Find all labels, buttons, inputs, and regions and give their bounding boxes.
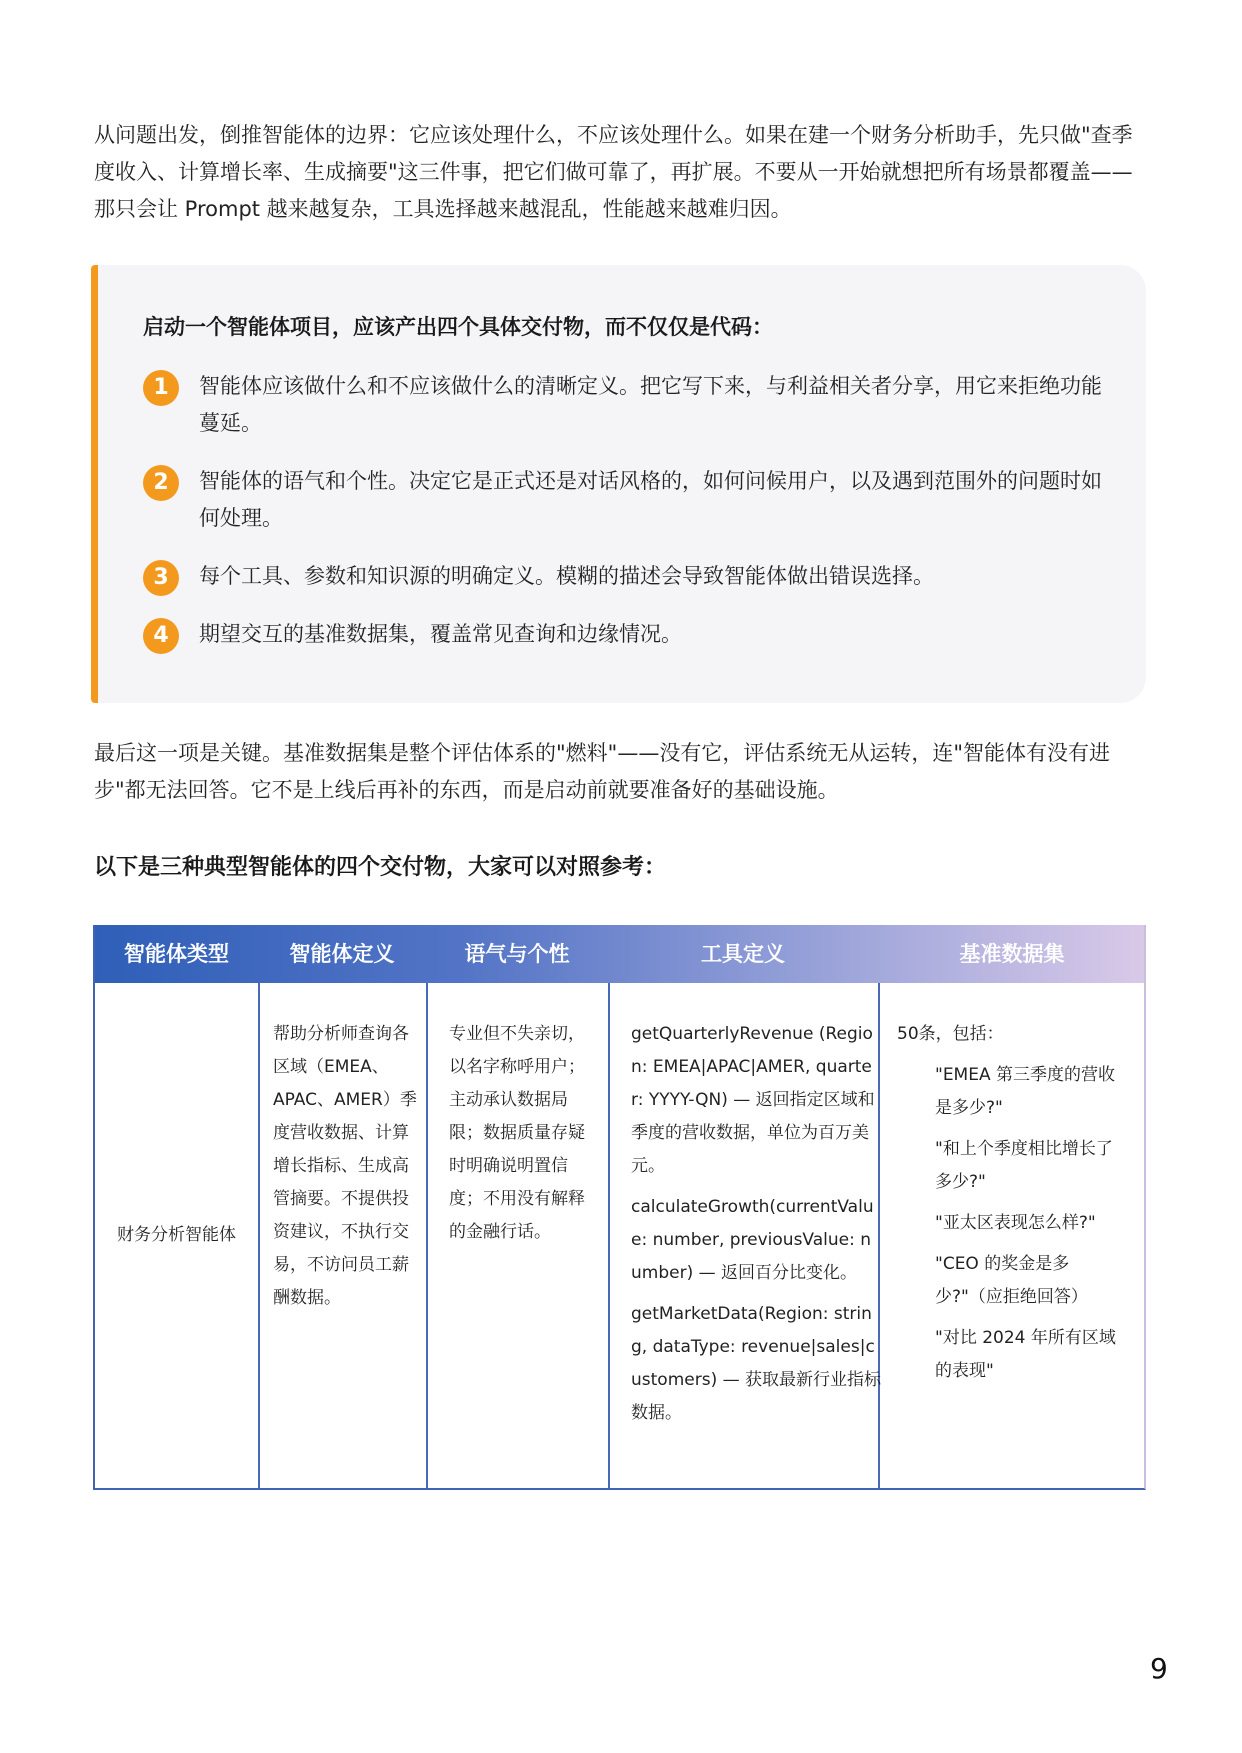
number-badge: 1 — [143, 370, 179, 406]
column-divider — [426, 983, 428, 1488]
number-badge: 4 — [143, 618, 179, 654]
header-tone: 语气与个性 — [464, 942, 570, 966]
column-divider — [258, 983, 260, 1488]
dataset-summary: 50条，包括： — [897, 1024, 1004, 1044]
table-intro-heading: 以下是三种典型智能体的四个交付物，大家可以对照参考： — [94, 855, 667, 880]
dataset-example: "CEO 的奖金是多少?"（应拒绝回答） — [935, 1254, 1088, 1307]
page-number: 9 — [1150, 1652, 1168, 1685]
cell-dataset — [897, 983, 1127, 1388]
deliverable-item — [143, 616, 1103, 653]
dataset-example: "EMEA 第三季度的营收是多少?" — [935, 1065, 1116, 1118]
column-divider — [608, 983, 610, 1488]
cell-agent-definition: 帮助分析师查询各区域（EMEA、APAC、AMER）季度营收数据、计算增长指标、生成高管摘要。不提供投资建议，不执行交易，不访问员工薪酬数据。 — [273, 1024, 417, 1308]
dataset-example: "对比 2024 年所有区域的表现" — [935, 1328, 1116, 1381]
deliverable-item — [143, 558, 1103, 595]
number-badge: 3 — [143, 560, 179, 596]
header-agent-definition: 智能体定义 — [289, 942, 395, 966]
dataset-example: "和上个季度相比增长了多少?" — [935, 1139, 1113, 1192]
deliverable-text: 智能体应该做什么和不应该做什么的清晰定义。把它写下来，与利益相关者分享，用它来拒绝功能蔓延。 — [199, 374, 1102, 435]
callout-title: 启动一个智能体项目，应该产出四个具体交付物，而不仅仅是代码： — [143, 315, 773, 339]
deliverable-text: 期望交互的基准数据集，覆盖常见查询和边缘情况。 — [199, 622, 682, 646]
deliverable-text: 智能体的语气和个性。决定它是正式还是对话风格的，如何问候用户，以及遇到范围外的问题时如何处理。 — [199, 469, 1102, 530]
tool-definition: getMarketData(Region: string, dataType: revenue|sales|customers) — 获取最新行业指标数据。 — [631, 1304, 882, 1423]
header-tools: 工具定义 — [701, 942, 785, 966]
deliverable-item — [143, 368, 1103, 442]
cell-agent-type: 财务分析智能体 — [117, 1225, 236, 1245]
intro-paragraph: 从问题出发，倒推智能体的边界：它应该处理什么，不应该处理什么。如果在建一个财务分析助手，先只做"查季度收入、计算增长率、生成摘要"这三件事，把它们做可靠了，再扩展。不要从一开始就想把所有场景都覆盖——那只会让 Prompt 越来越复杂，工具选择越来越混乱，性能越来越难归因。 — [94, 123, 1133, 221]
deliverables-table — [93, 925, 1146, 1490]
deliverable-item — [143, 463, 1103, 537]
tool-definition: calculateGrowth(currentValue: number, previousValue: number) — 返回百分比变化。 — [631, 1197, 874, 1283]
header-dataset: 基准数据集 — [959, 942, 1065, 966]
table-header — [95, 925, 1144, 983]
cell-tone: 专业但不失亲切，以名字称呼用户；主动承认数据局限；数据质量存疑时明确说明置信度；不用没有解释的金融行话。 — [449, 1024, 585, 1242]
cell-tools — [631, 983, 881, 1438]
dataset-example: "亚太区表现怎么样?" — [935, 1213, 1096, 1233]
deliverable-text: 每个工具、参数和知识源的明确定义。模糊的描述会导致智能体做出错误选择。 — [199, 564, 934, 588]
number-badge: 2 — [143, 465, 179, 501]
deliverables-callout — [91, 265, 1146, 703]
tool-definition: getQuarterlyRevenue (Region: EMEA|APAC|AMER, quarter: YYYY-QN) — 返回指定区域和季度的营收数据，单位为百万美元。 — [631, 1024, 875, 1176]
header-agent-type: 智能体类型 — [124, 942, 229, 966]
followup-paragraph: 最后这一项是关键。基准数据集是整个评估体系的"燃料"——没有它，评估系统无从运转，连"智能体有没有进步"都无法回答。它不是上线后再补的东西，而是启动前就要准备好的基础设施。 — [94, 741, 1110, 802]
